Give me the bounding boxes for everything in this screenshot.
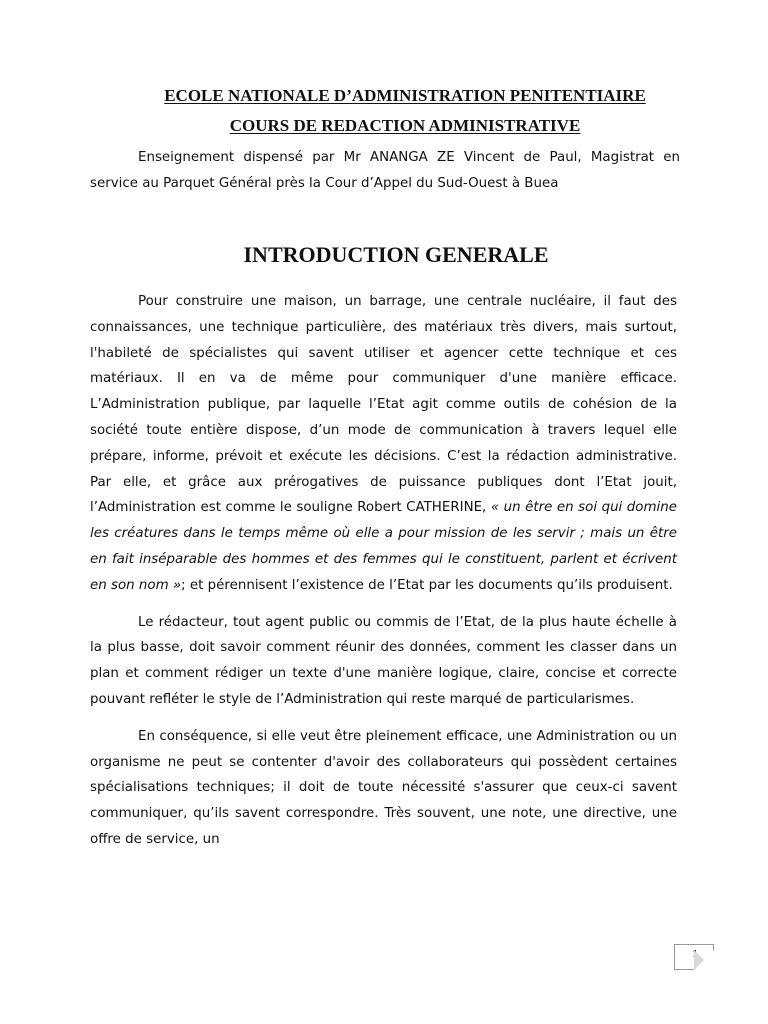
paragraph-1-text-b: ; et pérennisent l’existence de l’Etat par les documents qu’ils produisent.: [181, 577, 673, 593]
section-title: INTRODUCTION GENERALE: [243, 242, 549, 267]
paragraph-3: En conséquence, si elle veut être pleinement efficace, une Administration ou un organisme ne peut se contenter d'avoir des collaborateurs qui possèdent certaines spécialisations techniques; il doit de toute nécessité s'assurer que ceux-ci savent communiquer, qu’ils savent correspondre. Très souvent, une note, une directive, une offre de service, un: [90, 728, 677, 847]
page-number: 1: [692, 949, 698, 960]
catherine-quote: « un être en soi qui domine les créatures dans le temps même où elle a pour mission de les servir ; mais un être en fait inséparable des hommes et des femmes qui le constituent, parlent et écrivent en son nom »: [90, 500, 677, 593]
paragraph-1-text-a: Pour construire une maison, un barrage, une centrale nucléaire, il faut des connaissances, une technique particulière, des matériaux très divers, mais surtout, l'habileté de spécialistes qui savent utiliser et agencer cette technique et ces matériaux. Il en va de même pour communiquer d'une manière efficace. L’Administration publique, par laquelle l’Etat agit comme outils de cohésion de la société toute entière dispose, d’un mode de communication à travers lequel elle prépare, informe, prévoit et exécute les décisions. C’est la rédaction administrative. Par elle, et grâce aux prérogatives de puissance publiques dont l’Etat jouit, l’Administration est comme le souligne Robert CATHERINE,: [90, 294, 677, 516]
page-number-box: [674, 944, 714, 970]
school-name-heading: ECOLE NATIONALE D’ADMINISTRATION PENITENTIAIRE: [164, 86, 646, 105]
body-text: [90, 289, 677, 864]
teaching-credit: Enseignement dispensé par Mr ANANGA ZE Vincent de Paul, Magistrat en service au Parquet Général près la Cour d’Appel du Sud-Ouest à Buea: [90, 150, 680, 191]
course-title-heading: COURS DE REDACTION ADMINISTRATIVE: [229, 116, 581, 135]
paragraph-1: [90, 289, 677, 599]
paragraph-2: Le rédacteur, tout agent public ou commis de l’Etat, de la plus haute échelle à la plus basse, doit savoir comment réunir des données, comment les classer dans un plan et comment rédiger un texte d'une manière logique, claire, concise et correcte pouvant refléter le style de l’Administration qui reste marqué de particularismes.: [90, 614, 677, 707]
